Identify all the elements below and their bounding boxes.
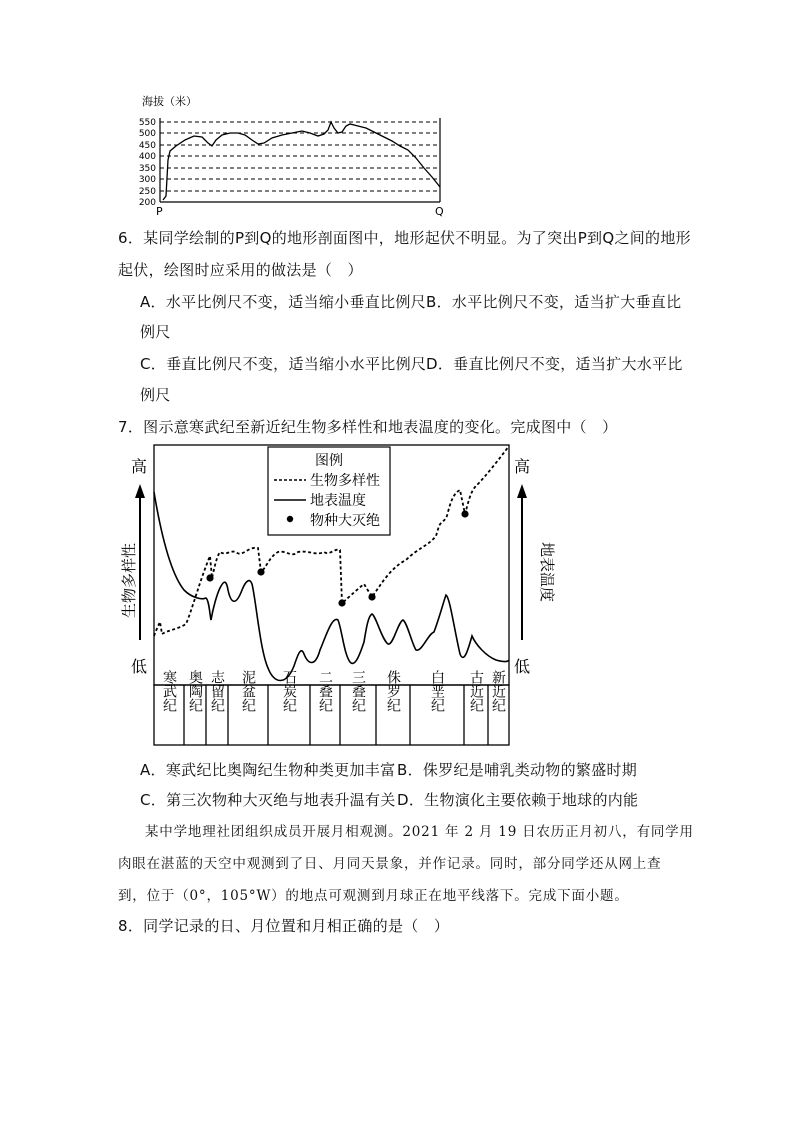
q6-option-b-continued: 例尺 <box>140 323 171 341</box>
period-permian: 二叠纪 <box>317 670 333 712</box>
period-devonian: 泥盆纪 <box>240 670 256 712</box>
legend-extinction-marker <box>287 516 293 522</box>
q6-option-a[interactable]: A．水平比例尺不变，适当缩小垂直比例尺 <box>140 293 426 311</box>
q6-stem-line1: 6．某同学绘制的P到Q的地形剖面图中，地形起伏不明显。为了突出P到Q之间的地形 <box>118 229 691 247</box>
profile-point-q: Q <box>435 205 444 218</box>
legend-extinction-label: 物种大灭绝 <box>310 513 380 529</box>
geologic-time-chart <box>110 440 556 750</box>
profile-ytick: 250 <box>138 187 156 197</box>
period-silurian: 志留纪 <box>209 670 225 712</box>
q6-option-b[interactable]: B．水平比例尺不变，适当扩大垂直比 <box>426 293 682 311</box>
q7-option-b[interactable]: B．侏罗纪是哺乳类动物的繁盛时期 <box>397 761 638 779</box>
period-carboniferous: 石炭纪 <box>281 670 297 712</box>
passage-line3: 到，位于（0°，105°W）的地点可观测到月球正在地平线落下。完成下面小题。 <box>118 888 629 904</box>
right-axis-low: 低 <box>514 657 531 676</box>
q7-option-d[interactable]: D．生物演化主要依赖于地球的内能 <box>397 791 639 809</box>
legend-title: 图例 <box>315 453 343 469</box>
legend-diversity-label: 生物多样性 <box>310 473 380 489</box>
period-jurassic: 侏罗纪 <box>385 670 401 712</box>
q7-stem: 7．图示意寒武纪至新近纪生物多样性和地表温度的变化。完成图中（ ） <box>118 418 618 436</box>
q7-option-a[interactable]: A．寒武纪比奥陶纪生物种类更加丰富 <box>140 761 396 779</box>
q7-option-c[interactable]: C．第三次物种大灭绝与地表升温有关 <box>140 791 396 809</box>
right-axis-title: 地表温度 <box>538 542 556 603</box>
profile-ytick: 450 <box>138 141 156 151</box>
period-cambrian: 寒武纪 <box>161 670 177 712</box>
profile-ytick: 200 <box>138 198 156 208</box>
terrain-profile-chart <box>130 88 460 220</box>
q8-stem: 8．同学记录的日、月位置和月相正确的是（ ） <box>118 917 450 935</box>
extinction-event-marker <box>257 568 264 575</box>
chart-legend <box>268 447 390 535</box>
left-axis-high: 高 <box>131 457 148 476</box>
period-paleogene: 古近纪 <box>468 670 484 712</box>
left-axis-low: 低 <box>131 657 148 676</box>
right-axis-arrowhead <box>517 484 527 498</box>
period-neogene: 新近纪 <box>490 670 506 712</box>
q6-option-d[interactable]: D．垂直比例尺不变，适当扩大水平比 <box>426 355 683 373</box>
extinction-event-marker <box>338 599 345 606</box>
profile-ytick: 500 <box>138 129 156 139</box>
q6-option-d-continued: 例尺 <box>140 386 171 404</box>
profile-ytick: 550 <box>138 118 156 128</box>
profile-y-axis-label: 海拔（米） <box>142 95 197 108</box>
profile-ytick: 350 <box>138 164 156 174</box>
extinction-event-marker <box>368 593 375 600</box>
left-axis-arrowhead <box>135 484 145 498</box>
passage-line1: 某中学地理社团组织成员开展月相观测。2021 年 2 月 19 日农历正月初八，有同学用 <box>145 824 694 840</box>
passage-line2: 肉眼在湛蓝的天空中观测到了日、月同天景象，并作记录。同时，部分同学还从网上查 <box>118 856 662 872</box>
period-ordovician: 奥陶纪 <box>187 670 203 712</box>
period-triassic: 三叠纪 <box>350 670 366 712</box>
profile-ytick: 400 <box>138 152 156 162</box>
right-axis-high: 高 <box>514 457 531 476</box>
q6-stem-line2: 起伏，绘图时应采用的做法是（ ） <box>118 261 363 279</box>
period-cretaceous: 白垩纪 <box>429 670 445 712</box>
left-axis-title: 生物多样性 <box>120 542 138 618</box>
extinction-event-marker <box>461 510 468 517</box>
legend-temp-label: 地表温度 <box>310 493 366 509</box>
profile-point-p: P <box>156 205 163 218</box>
terrain-profile-line <box>163 122 440 200</box>
q6-option-c[interactable]: C．垂直比例尺不变，适当缩小水平比例尺 <box>140 355 427 373</box>
profile-ytick: 300 <box>138 175 156 185</box>
extinction-event-marker <box>206 574 213 581</box>
